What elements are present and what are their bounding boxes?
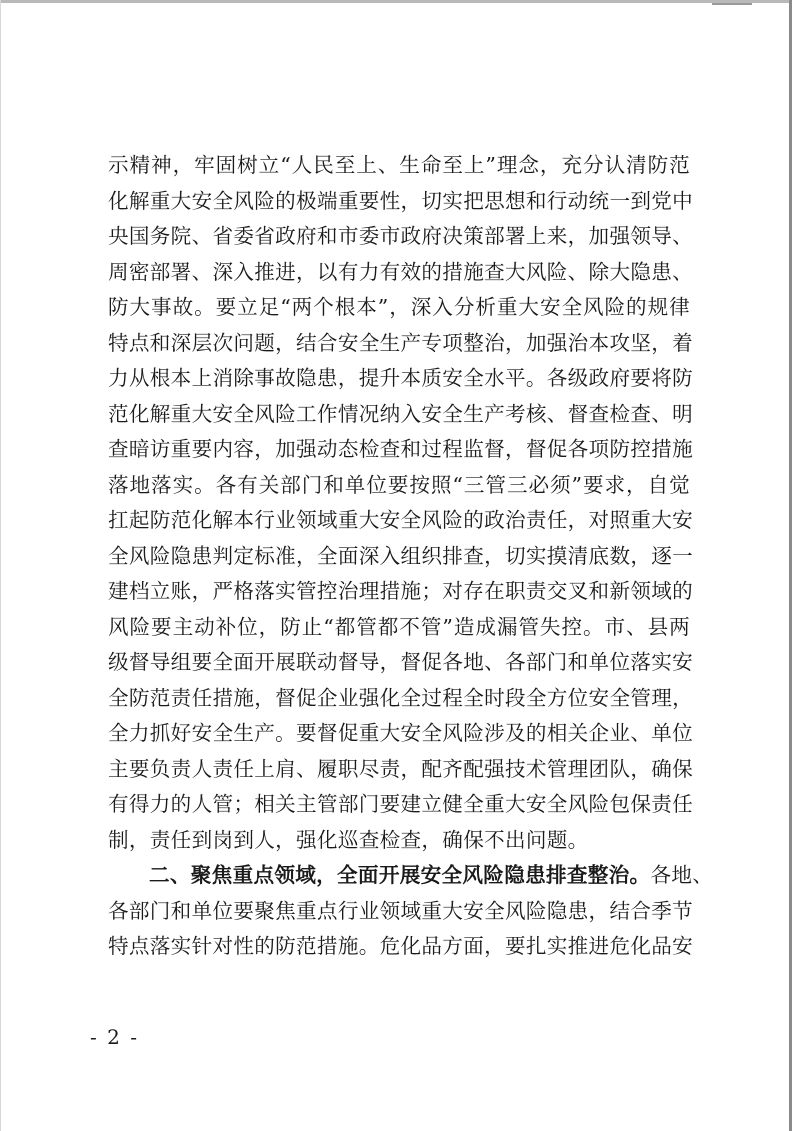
text-line: 周密部署、深入推进，以有力有效的措施查大风险、除大隐患、 xyxy=(108,259,694,284)
section-two-first-line xyxy=(108,858,714,894)
text-line: 主要负责人责任上肩、履职尽责，配齐配强技术管理团队，确保 xyxy=(108,756,694,781)
text-line: 力从根本上消除事故隐患，提升本质安全水平。各级政府要将防 xyxy=(108,366,694,390)
section-two-heading-continuation: 各地、 xyxy=(650,863,714,887)
text-line: 制，责任到岗到人，强化巡查检查，确保不出问题。 xyxy=(108,827,589,852)
text-line: 落地落实。各有关部门和单位要按照“三管三必须”要求，自觉 xyxy=(108,472,690,497)
text-line: 级督导组要全面开展联动督导，督促各地、各部门和单位落实安 xyxy=(108,650,694,674)
text-line: 扛起防范化解本行业领域重大安全风险的政治责任，对照重大安 xyxy=(108,508,694,532)
scan-edge-left xyxy=(0,0,1,1131)
document-body xyxy=(108,148,714,965)
text-line: 全力抓好安全生产。要督促重大安全风险涉及的相关企业、单位 xyxy=(108,721,694,745)
section-two-heading: 二、聚焦重点领域，全面开展安全风险隐患排查整治。 xyxy=(149,863,651,887)
paragraph-safety-responsibility xyxy=(108,148,694,858)
scan-edge-top xyxy=(0,0,792,3)
text-line: 特点和深层次问题，结合安全生产专项整治，加强治本攻坚，着 xyxy=(108,330,694,355)
text-line: 央国务院、省委省政府和市委市政府决策部署上来，加强领导、 xyxy=(108,224,694,248)
text-line: 建档立账，严格落实管控治理措施；对存在职责交叉和新领域的 xyxy=(108,579,694,603)
scan-corner-mark xyxy=(712,3,752,5)
text-line: 风险要主动补位，防止“都管都不管”造成漏管失控。市、县两 xyxy=(108,614,690,639)
text-line: 查暗访重要内容，加强动态检查和过程监督，督促各项防控措施 xyxy=(108,437,694,461)
text-line: 有得力的人管；相关主管部门要建立健全重大安全风险包保责任 xyxy=(108,792,694,816)
text-line: 范化解重大安全风险工作情况纳入安全生产考核、督查检查、明 xyxy=(108,401,694,426)
text-line: 特点落实针对性的防范措施。危化品方面，要扎实推进危化品安 xyxy=(108,934,694,958)
text-line: 全风险隐患判定标准，全面深入组织排查，切实摸清底数，逐一 xyxy=(108,543,694,568)
text-line: 防大事故。要立足“两个根本”，深入分析重大安全风险的规律 xyxy=(108,295,690,319)
text-line: 示精神，牢固树立“人民至上、生命至上”理念，充分认清防范 xyxy=(108,153,690,177)
text-line: 化解重大安全风险的极端重要性，切实把思想和行动统一到党中 xyxy=(108,188,694,213)
text-line: 全防范责任措施，督促企业强化全过程全时段全方位安全管理， xyxy=(108,685,694,710)
section-two-paragraph xyxy=(108,858,714,965)
text-line: 各部门和单位要聚焦重点行业领域重大安全风险隐患，结合季节 xyxy=(108,898,694,923)
page-number: - 2 - xyxy=(90,1025,139,1049)
